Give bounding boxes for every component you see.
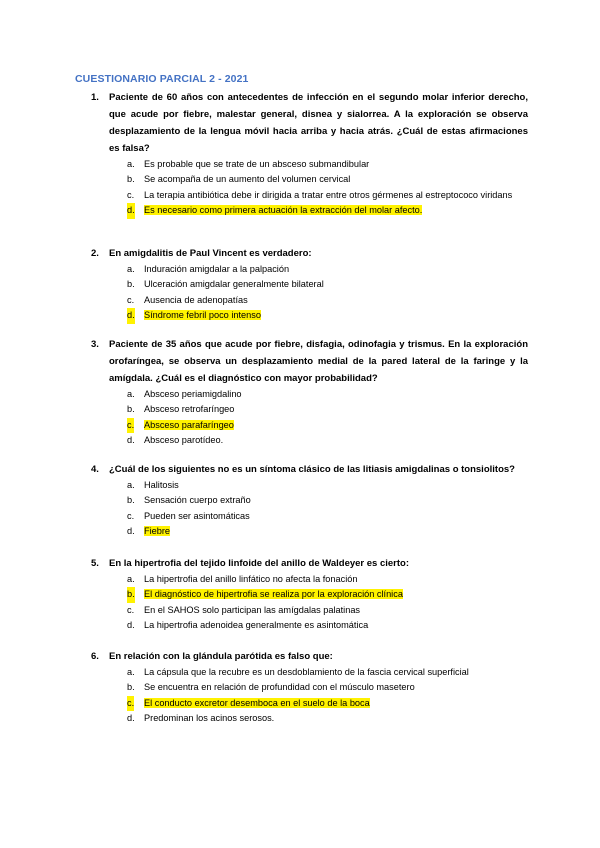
option-letter: c. xyxy=(127,696,134,711)
question-text: En amigdalitis de Paul Vincent es verdadero: xyxy=(109,248,312,259)
option-b xyxy=(127,277,524,292)
option-c xyxy=(127,603,524,618)
option-text: Ausencia de adenopatías xyxy=(144,294,248,305)
option-letter: d. xyxy=(127,435,135,446)
option-d xyxy=(127,711,524,726)
option-d xyxy=(127,524,524,539)
question-1 xyxy=(91,89,528,219)
option-b xyxy=(127,587,524,602)
option-text-highlighted: Es necesario como primera actuación la extracción del molar afecto. xyxy=(144,205,423,216)
option-list xyxy=(127,478,528,540)
option-letter: b. xyxy=(127,174,135,185)
question-number: 3. xyxy=(91,339,99,350)
option-a xyxy=(127,665,524,680)
question-text: Paciente de 60 años con antecedentes de infección en el segundo molar inferior derecho, que acude por fiebre, malestar general, disnea y sialorrea. A la exploración se observa desplazamiento de la lengua móvil hacia arriba y hacia atrás. ¿Cuál de estas afirmaciones es falsa? xyxy=(109,92,528,154)
option-d xyxy=(127,433,524,448)
question-6 xyxy=(91,648,528,727)
option-text: Se acompaña de un aumento del volumen cervical xyxy=(144,174,351,185)
option-letter: a. xyxy=(127,480,135,490)
option-letter: a. xyxy=(127,264,135,274)
option-letter: c. xyxy=(127,189,135,200)
option-text: Induración amigdalar a la palpación xyxy=(144,264,290,274)
option-a xyxy=(127,262,524,277)
option-c xyxy=(127,509,524,524)
option-b xyxy=(127,172,524,187)
option-text: Absceso parotídeo. xyxy=(144,435,224,446)
question-2 xyxy=(91,245,528,324)
option-list xyxy=(127,157,528,219)
question-text: ¿Cuál de los siguientes no es un síntoma clásico de las litiasis amigdalinas o tonsiolitos? xyxy=(109,464,515,475)
option-letter: b. xyxy=(127,279,135,290)
question-number: 4. xyxy=(91,464,99,475)
option-text: Ulceración amigdalar generalmente bilateral xyxy=(144,279,324,290)
option-b xyxy=(127,493,524,508)
option-letter: c. xyxy=(127,510,135,521)
option-c xyxy=(127,188,524,203)
option-text-highlighted: Absceso parafaríngeo xyxy=(144,419,234,430)
question-number: 5. xyxy=(91,558,99,569)
option-text: En el SAHOS solo participan las amígdalas palatinas xyxy=(144,604,361,615)
option-text: Predominan los acinos serosos. xyxy=(144,713,275,724)
option-letter: a. xyxy=(127,667,135,677)
option-text: Absceso retrofaríngeo xyxy=(144,404,235,415)
option-letter: b. xyxy=(127,404,135,415)
option-c xyxy=(127,418,524,433)
question-number: 6. xyxy=(91,651,99,662)
option-list xyxy=(127,572,528,634)
option-d xyxy=(127,203,524,218)
option-letter: b. xyxy=(127,495,135,506)
option-b xyxy=(127,680,524,695)
option-letter: c. xyxy=(127,294,135,305)
option-text: Halitosis xyxy=(144,480,179,490)
option-c xyxy=(127,293,524,308)
option-text: La terapia antibiótica debe ir dirigida a tratar entre otros gérmenes al estreptococo viridans xyxy=(144,189,513,200)
question-4 xyxy=(91,461,528,540)
option-d xyxy=(127,618,524,633)
option-letter: d. xyxy=(127,308,135,323)
option-a xyxy=(127,572,524,587)
option-text: Absceso periamigdalino xyxy=(144,389,242,399)
option-a xyxy=(127,387,524,402)
option-text: La cápsula que la recubre es un desdoblamiento de la fascia cervical superficial xyxy=(144,667,469,677)
option-b xyxy=(127,402,524,417)
option-text: Se encuentra en relación de profundidad con el músculo masetero xyxy=(144,682,415,693)
option-letter: b. xyxy=(127,587,135,602)
option-text: Sensación cuerpo extraño xyxy=(144,495,251,506)
option-letter: a. xyxy=(127,574,135,584)
option-letter: a. xyxy=(127,159,135,169)
question-text: Paciente de 35 años que acude por fiebre, disfagia, odinofagia y trismus. En la exploración orofaríngea, se observa un desplazamiento medial de la pared lateral de la faringe y la amígdala. ¿Cuál es el diagnóstico con mayor probabilidad? xyxy=(109,339,528,384)
option-letter: d. xyxy=(127,203,135,218)
option-text: Es probable que se trate de un absceso submandibular xyxy=(144,159,370,169)
question-5 xyxy=(91,555,528,634)
option-text: Pueden ser asintomáticas xyxy=(144,510,250,521)
option-text: La hipertrofia del anillo linfático no afecta la fonación xyxy=(144,574,358,584)
question-text: En la hipertrofia del tejido linfoide del anillo de Waldeyer es cierto: xyxy=(109,558,410,569)
question-3 xyxy=(91,336,528,449)
option-letter: d. xyxy=(127,620,135,631)
option-letter: b. xyxy=(127,682,135,693)
option-list xyxy=(127,665,528,727)
option-a xyxy=(127,478,524,493)
option-letter: c. xyxy=(127,418,134,433)
option-text-highlighted: El conducto excretor desemboca en el suelo de la boca xyxy=(144,697,370,708)
question-number: 2. xyxy=(91,248,99,259)
question-number: 1. xyxy=(91,92,99,103)
option-d xyxy=(127,308,524,323)
option-letter: d. xyxy=(127,526,135,537)
option-list xyxy=(127,387,528,449)
page-title: CUESTIONARIO PARCIAL 2 - 2021 xyxy=(75,73,249,85)
question-text: En relación con la glándula parótida es falso que: xyxy=(109,651,333,662)
option-a xyxy=(127,157,524,172)
option-letter: c. xyxy=(127,604,135,615)
option-letter: a. xyxy=(127,389,135,399)
option-text-highlighted: El diagnóstico de hipertrofia se realiza por la exploración clínica xyxy=(144,589,403,600)
option-text-highlighted: Fiebre xyxy=(144,526,171,537)
option-list xyxy=(127,262,528,324)
option-text-highlighted: Síndrome febril poco intenso xyxy=(144,310,261,321)
option-c xyxy=(127,696,524,711)
option-letter: d. xyxy=(127,713,135,724)
option-text: La hipertrofia adenoidea generalmente es asintomática xyxy=(144,620,369,631)
